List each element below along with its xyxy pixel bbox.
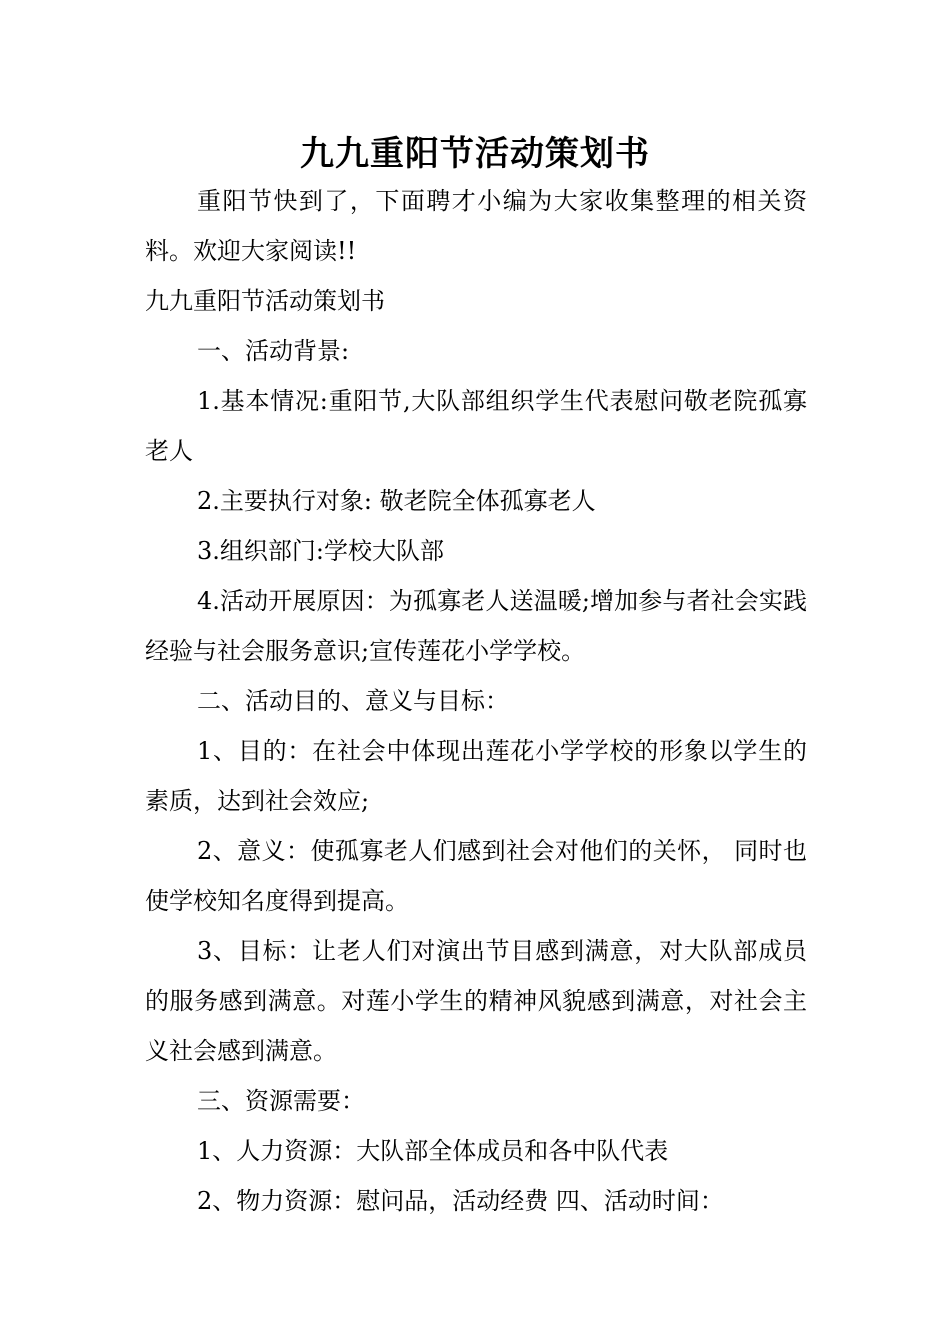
paragraph-reason: 4.活动开展原因：为孤寡老人送温暖;增加参与者社会实践经验与社会服务意识;宣传莲花小学学校。 [145, 587, 807, 665]
paragraph-organizer: 3.组织部门:学校大队部 [197, 537, 444, 565]
section-heading-goals: 二、活动目的、意义与目标： [197, 687, 509, 715]
section-heading-background: 一、活动背景: [197, 337, 350, 365]
paragraph-intro: 重阳节快到了，下面聘才小编为大家收集整理的相关资料。欢迎大家阅读!! [145, 187, 807, 265]
section-heading-resources: 三、资源需要： [197, 1087, 365, 1115]
paragraph-objective: 3、目标：让老人们对演出节目感到满意，对大队部成员的服务感到满意。对莲小学生的精神风貌感到满意，对社会主义社会感到满意。 [145, 937, 807, 1065]
document-body [145, 176, 807, 1226]
paragraph-subtitle: 九九重阳节活动策划书 [145, 287, 385, 315]
paragraph-basic-situation: 1.基本情况:重阳节,大队部组织学生代表慰问敬老院孤寡老人 [145, 387, 807, 465]
paragraph-material-resources: 2、物力资源：慰问品，活动经费 四、活动时间： [197, 1187, 724, 1215]
paragraph-human-resources: 1、人力资源：大队部全体成员和各中队代表 [197, 1137, 669, 1165]
document-title: 九九重阳节活动策划书 [300, 134, 650, 174]
paragraph-target-audience: 2.主要执行对象: 敬老院全体孤寡老人 [197, 487, 596, 515]
paragraph-purpose: 1、目的：在社会中体现出莲花小学学校的形象以学生的素质，达到社会效应; [145, 737, 807, 815]
paragraph-significance: 2、意义：使孤寡老人们感到社会对他们的关怀， 同时也使学校知名度得到提高。 [145, 837, 807, 915]
